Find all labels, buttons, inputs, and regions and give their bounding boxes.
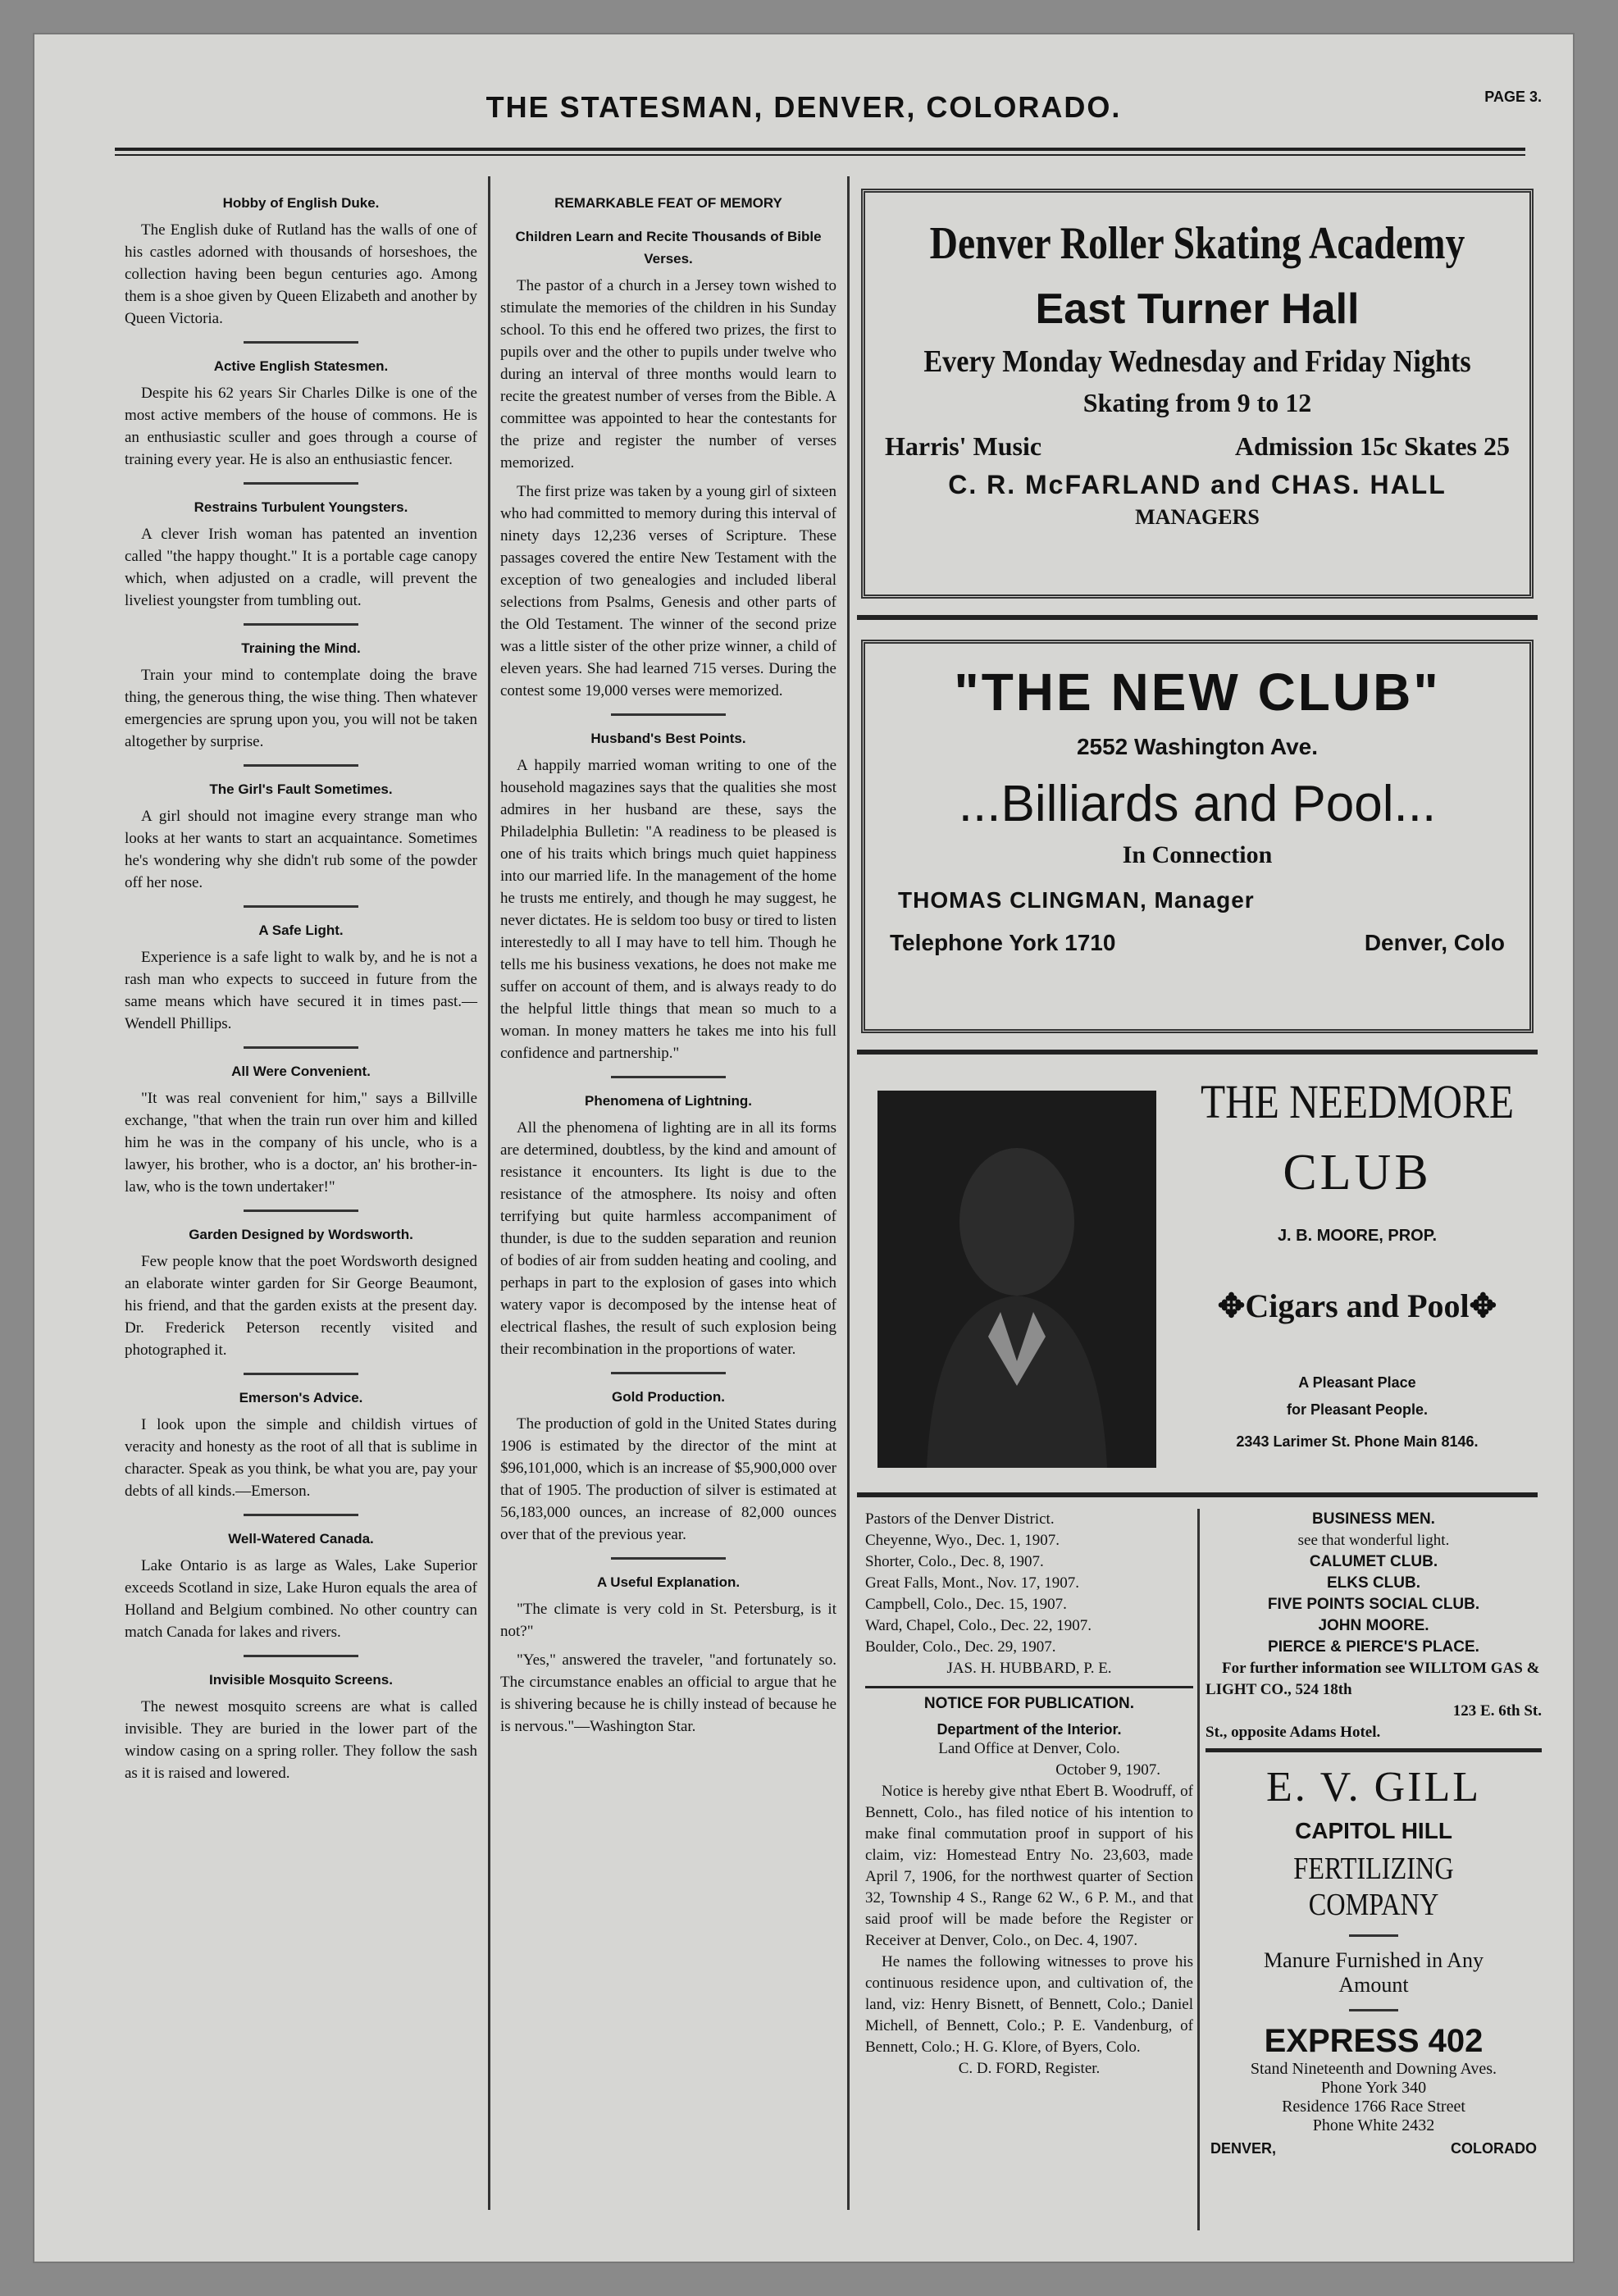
article-heading: Gold Production.	[612, 1389, 725, 1405]
article-heading: Emerson's Advice.	[239, 1390, 363, 1405]
gill-ad-city: DENVER,	[1210, 2140, 1277, 2157]
ad-rule	[857, 1050, 1538, 1055]
fleur-icon: ✥	[1469, 1287, 1497, 1324]
article-heading: Garden Designed by Wordsworth.	[189, 1227, 413, 1242]
article-subheading: Children Learn and Recite Thousands of Bible Verses.	[515, 229, 822, 266]
article-heading: Phenomena of Lightning.	[585, 1093, 752, 1109]
page-number: PAGE 3.	[1484, 89, 1542, 105]
article-body: A girl should not imagine every strange man who looks at her wants to start an acquaintance. Sometimes he's wondering why she didn't rub some of the powder off her nose.	[125, 808, 477, 891]
needmore-ad	[1173, 1074, 1542, 1451]
gill-ad-divider	[1349, 2009, 1398, 2011]
article-heading: Restrains Turbulent Youngsters.	[194, 499, 408, 515]
gill-rule	[1206, 1748, 1542, 1752]
skating-ad-hours: Skating from 9 to 12	[1082, 388, 1312, 417]
article-body: Few people know that the poet Wordsworth designed an elaborate winter garden for Sir George Beaumont, his friend, and that the garden exists at the present day. Dr. Frederick Peterson recently visited and photographed it.	[125, 1253, 477, 1359]
article-separator	[244, 1210, 358, 1212]
article-separator	[244, 623, 358, 626]
gill-ad-name: E. V. GILL	[1265, 1764, 1482, 1811]
ad-rule	[857, 1492, 1538, 1497]
needmore-ad-address: 2343 Larimer St. Phone Main 8146.	[1236, 1433, 1479, 1450]
pastors-list	[865, 1509, 1193, 2080]
skating-ad-managers: C. R. McFARLAND and CHAS. HALL	[948, 470, 1447, 499]
skating-ad-admission: Admission 15c Skates 25	[1234, 431, 1510, 461]
pastors-line: Cheyenne, Wyo., Dec. 1, 1907.	[865, 1532, 1060, 1549]
pastors-line: Pastors of the Denver District.	[865, 1510, 1055, 1528]
gill-ad-express: EXPRESS 402	[1264, 2023, 1484, 2059]
article-body: A happily married woman writing to one of the household magazines says that the qualities she most admires in her husband are these, says the Philadelphia Bulletin: "A readiness to be pleased is one of his traits which brings much quiet happiness into our married life. In the management of the home he trusts me entirely, and though he may suggest, he never dictates. He is seldom too busy or tired to listen interestedly to all I may have to tell him. Though he tells me his business vexations, he does not make me suffer on account of them, and is always ready to do the helpful little things that mean so much to a woman. In money matters he takes me into his full confidence and partnership."	[500, 757, 836, 1062]
article-separator	[244, 341, 358, 344]
article-body: The pastor of a church in a Jersey town wished to stimulate the memories of the children in his Sunday school. To this end he offered two prizes, the first to pupils over and the other to pupils under twelve who during an interval of three months would learn to recite the greatest number of verses from the Bible. A committee was appointed to hear the contestants for the prize and register the number of verses memorized.	[500, 277, 836, 472]
new-club-ad-manager: THOMAS CLINGMAN, Manager	[898, 887, 1255, 913]
article-separator	[611, 1557, 726, 1560]
article-heading: Active English Statesmen.	[213, 358, 389, 374]
article-body: Experience is a safe light to walk by, and he is not a rash man who expects to succeed in future from the same means which have secured it in times past.—Wendell Phillips.	[125, 949, 477, 1032]
new-club-ad-title: "THE NEW CLUB"	[954, 663, 1441, 722]
notice-department: Department of the Interior.	[937, 1721, 1122, 1738]
portrait-photo	[877, 1091, 1156, 1468]
new-club-ad-connection: In Connection	[1122, 841, 1273, 868]
article-heading: Training the Mind.	[241, 640, 361, 656]
needmore-ad-offer-row	[1173, 1287, 1542, 1325]
article-body: The English duke of Rutland has the walls of one of his castles adorned with thousands of horseshoes, the collection having been begun centuries ago. Among them is a shoe given by Queen Elizabeth and another by Queen Victoria.	[125, 221, 477, 327]
column-divider	[1197, 1509, 1200, 2230]
article-separator	[244, 482, 358, 485]
pastors-signature: JAS. H. HUBBARD, P. E.	[946, 1660, 1112, 1677]
article-heading: The Girl's Fault Sometimes.	[209, 781, 393, 797]
article-heading: A Safe Light.	[258, 922, 344, 938]
notice-heading: NOTICE FOR PUBLICATION.	[923, 1695, 1135, 1712]
business-line: CALUMET CLUB.	[1309, 1553, 1438, 1570]
notice-signature: C. D. FORD, Register.	[958, 2060, 1101, 2077]
article-heading: Well-Watered Canada.	[228, 1531, 374, 1547]
article-body: The newest mosquito screens are what is called invisible. They are buried in the lower part of the window casing on a spring roller. They follow the sash as it is raised and lowered.	[125, 1698, 477, 1782]
article-separator	[611, 1076, 726, 1078]
gill-ad-line3: Manure Furnished in Any Amount	[1264, 1948, 1484, 1997]
business-line: FIVE POINTS SOCIAL CLUB.	[1267, 1596, 1480, 1613]
needmore-ad-club: CLUB	[1283, 1145, 1432, 1200]
newspaper-page	[33, 33, 1575, 2263]
business-line: see that wonderful light.	[1297, 1532, 1450, 1549]
pastors-line: Ward, Chapel, Colo., Dec. 22, 1907.	[865, 1617, 1092, 1634]
masthead-title: THE STATESMAN, DENVER, COLORADO.	[485, 90, 1122, 124]
article-heading: All Were Convenient.	[231, 1064, 371, 1079]
article-body: All the phenomena of lighting are in all its forms are determined, doubtless, by the kind and amount of resistance it encounters. Its light is due to the resistance of the atmosphere. Its noisy and often terrifying but quite harmless accompaniment of thunder, is due to the sudden separation and reunion of bodies of air from sudden heating and cooling, and perhaps in part to the explosion of gases into which watery vapor is decomposed by the intense heat of electrical flashes, the result of such explosion being their recombination in the proportions of water.	[500, 1119, 836, 1358]
gill-ad-state: COLORADO	[1451, 2140, 1537, 2157]
needmore-ad-tag2: for Pleasant People.	[1286, 1401, 1429, 1418]
gill-ad-line1: CAPITOL HILL	[1295, 1818, 1452, 1843]
portrait-figure	[877, 1091, 1156, 1468]
article-body: Train your mind to contemplate doing the brave thing, the generous thing, the wise thing. Then whatever emergencies are sprung upon you, you will not be taken altogether by surprise.	[125, 667, 477, 750]
article-body: Lake Ontario is as large as Wales, Lake Superior exceeds Scotland in size, Lake Huron equals the area of Holland and Belgium combined. No other country can match Canada for lakes and rivers.	[125, 1557, 477, 1641]
new-club-ad-address: 2552 Washington Ave.	[1076, 734, 1319, 759]
gill-ad	[1206, 1763, 1542, 2157]
article-body: The first prize was taken by a young girl of sixteen who had committed to memory during this interval of ninety days 12,236 verses of Scripture. These passages covered the entire New Testament with the exception of two genealogies and included liberal selections from Psalms, Genesis and other parts of the Old Testament. The winner of the second prize was a little sister of the other prize winner, a child of eleven years. She had learned 715 verses. During the contest some 19,000 verses were memorized.	[500, 483, 836, 699]
column-divider	[847, 176, 850, 2210]
article-separator	[244, 764, 358, 767]
article-separator	[611, 1372, 726, 1374]
article-heading: Hobby of English Duke.	[222, 195, 380, 211]
notice-body-2: He names the following witnesses to prove his continuous residence upon, and cultivation of, the land, viz: Henry Bisnett, of Bennett, Colo.; Daniel Michell, of Bennett, Colo.; P. E. Vandenburg, of Bennett, Colo.; H. G. Klore, of Byers, Colo.	[865, 1953, 1193, 2056]
gill-ad-stand: Stand Nineteenth and Downing Aves.	[1250, 2060, 1497, 2078]
new-club-ad-city: Denver, Colo	[1364, 930, 1505, 955]
masthead-rule-thin	[115, 154, 1525, 156]
article-separator	[244, 1046, 358, 1049]
pastors-line: Boulder, Colo., Dec. 29, 1907.	[865, 1638, 1056, 1656]
skating-ad-music: Harris' Music	[885, 431, 1042, 461]
needmore-ad-title: THE NEEDMORE	[1200, 1075, 1515, 1128]
notice-office: Land Office at Denver, Colo.	[938, 1740, 1120, 1757]
article-heading: A Useful Explanation.	[596, 1574, 741, 1590]
article-body: I look upon the simple and childish virtues of veracity and honesty as the root of all that is sublime in character. Speak as you think, be what you are, pay your debts of all kinds.—Emerson.	[125, 1416, 477, 1500]
business-notice	[1206, 1509, 1542, 1757]
article-body: "Yes," answered the traveler, "and fortunately so. The circumstance enables an official to argue that he is shivering because he is chilly instead of because he is nervous."—Washington Star.	[500, 1651, 836, 1735]
pastors-line: Shorter, Colo., Dec. 8, 1907.	[865, 1553, 1044, 1570]
business-line: BUSINESS MEN.	[1312, 1510, 1435, 1528]
article-separator	[244, 1373, 358, 1375]
business-line: JOHN MOORE.	[1318, 1617, 1429, 1634]
new-club-ad-phone: Telephone York 1710	[890, 930, 1116, 955]
article-separator	[611, 713, 726, 716]
business-info-3: St., opposite Adams Hotel.	[1206, 1724, 1381, 1741]
new-club-ad-offer: ...Billiards and Pool...	[958, 776, 1437, 832]
business-info-2: 123 E. 6th St.	[1452, 1702, 1542, 1720]
article-body: The production of gold in the United States during 1906 is estimated by the director of the mint at $96,101,000, which is an increase of $5,900,000 over that of 1905. The production of silver is estimated at 56,183,000 ounces, an increase of 82,000 ounces over that of the previous year.	[500, 1415, 836, 1543]
notice-date: October 9, 1907.	[1055, 1761, 1160, 1779]
business-line: ELKS CLUB.	[1327, 1574, 1420, 1592]
gill-ad-line2: FERTILIZING COMPANY	[1293, 1852, 1454, 1922]
article-separator	[244, 1655, 358, 1657]
column-divider	[488, 176, 490, 2210]
column-2	[500, 180, 836, 1744]
article-body: "It was real convenient for him," says a Billville exchange, "that when the train run over him and killed him he was in the company of his uncle, who is a lawyer, his brother, who is a doctor, an' his brother-in-law, who is the town undertaker!"	[125, 1090, 477, 1196]
ad-rule	[857, 615, 1538, 620]
needmore-ad-tag1: A Pleasant Place	[1298, 1374, 1416, 1391]
fleur-icon: ✥	[1217, 1287, 1246, 1324]
needmore-ad-prop: J. B. MOORE, PROP.	[1277, 1227, 1438, 1245]
gill-ad-phone2: Phone White 2432	[1312, 2116, 1435, 2134]
new-club-ad	[861, 640, 1534, 1033]
article-separator	[244, 1514, 358, 1516]
gill-ad-residence: Residence 1766 Race Street	[1282, 2098, 1465, 2116]
gill-ad-divider	[1349, 1934, 1398, 1937]
skating-ad	[861, 189, 1534, 599]
article-heading: Husband's Best Points.	[590, 731, 746, 746]
article-body: A clever Irish woman has patented an invention called "the happy thought." It is a portable cage canopy which, when adjusted on a cradle, will prevent the liveliest youngster from tumbling out.	[125, 526, 477, 609]
column-1	[125, 180, 477, 1791]
masthead-rule	[115, 148, 1525, 151]
article-body: "The climate is very cold in St. Petersburg, is it not?"	[500, 1601, 836, 1640]
notice-rule	[865, 1686, 1193, 1688]
gill-ad-phone1: Phone York 340	[1320, 2079, 1427, 2097]
pastors-line: Campbell, Colo., Dec. 15, 1907.	[865, 1596, 1067, 1613]
skating-ad-managers-label: MANAGERS	[1135, 505, 1260, 529]
article-body: Despite his 62 years Sir Charles Dilke is one of the most active members of the house of commons. He is an enthusiastic sculler and goes through a course of training every year. He is also an enthusiastic fencer.	[125, 385, 477, 468]
pastors-line: Great Falls, Mont., Nov. 17, 1907.	[865, 1574, 1080, 1592]
business-line: PIERCE & PIERCE'S PLACE.	[1268, 1638, 1479, 1656]
business-info: For further information see WILLTOM GAS & LIGHT CO., 524 18th	[1206, 1660, 1540, 1698]
article-heading: Invisible Mosquito Screens.	[209, 1672, 393, 1688]
skating-ad-nights: Every Monday Wednesday and Friday Nights	[923, 344, 1471, 379]
needmore-ad-offer: Cigars and Pool	[1245, 1287, 1470, 1324]
skating-ad-hall: East Turner Hall	[1035, 285, 1360, 333]
article-heading: REMARKABLE FEAT OF MEMORY	[554, 195, 782, 211]
article-separator	[244, 905, 358, 908]
notice-body: Notice is hereby give nthat Ebert B. Woodruff, of Bennett, Colo., has filed notice of his intention to make final commutation proof in support of his claim, viz: Homestead Entry No. 23,603, made April 7, 1906, for the northwest quarter of Section 32, Township 4 S., Range 62 W., 6 P. M., and that said proof will be made before the Register or Receiver at Denver, Colo., on Dec. 4, 1907.	[865, 1783, 1193, 1949]
skating-ad-title: Denver Roller Skating Academy	[929, 218, 1465, 269]
